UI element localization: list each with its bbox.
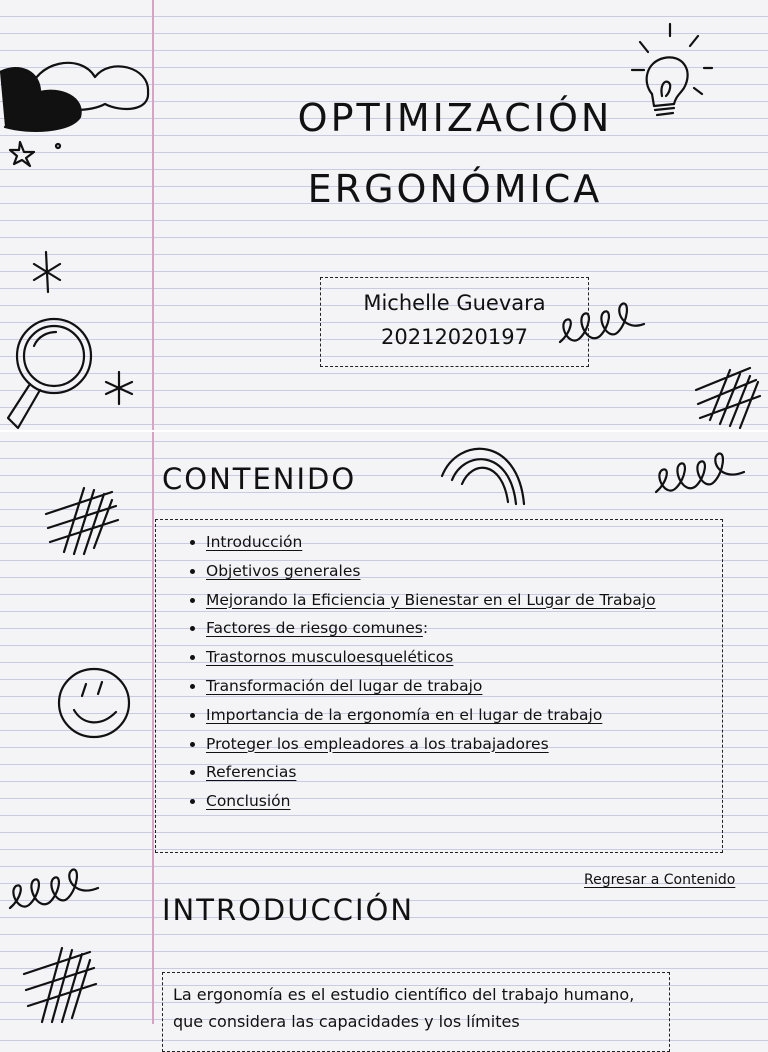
toc-item — [206, 614, 702, 643]
toc-item — [206, 643, 702, 672]
rainbow-icon — [438, 440, 530, 508]
author-id: 20212020197 — [381, 325, 528, 349]
toc-item — [206, 528, 702, 557]
author-box — [320, 277, 589, 367]
smiley-icon — [56, 666, 136, 742]
toc-item — [206, 730, 702, 759]
star-icon — [104, 370, 134, 406]
introduction-heading: INTRODUCCIÓN — [162, 893, 415, 927]
toc-link-transformacion[interactable]: Transformación del lugar de trabajo — [206, 676, 483, 695]
toc-item — [206, 586, 702, 615]
cloud-icon — [0, 52, 155, 142]
crosshatch-icon — [42, 478, 122, 558]
toc-link-introduccion[interactable]: Introducción — [206, 533, 303, 551]
squiggle-icon — [8, 858, 103, 918]
toc-item — [206, 672, 702, 701]
author-name: Michelle Guevara — [363, 291, 546, 315]
toc-link-factores[interactable]: Factores de riesgo comunes — [206, 619, 423, 638]
toc-item — [206, 758, 702, 787]
introduction-body: La ergonomía es el estudio científico del trabajo humano, que considera las capacidades y los límites — [162, 972, 670, 1052]
table-of-contents — [155, 519, 723, 853]
toc-link-trastornos[interactable]: Trastornos musculoesqueléticos — [206, 648, 454, 667]
crosshatch-icon — [20, 938, 100, 1024]
toc-link-importancia[interactable]: Importancia de la ergonomía en el lugar de trabajo — [206, 705, 603, 724]
toc-link-proteger[interactable]: Proteger los empleadores a los trabajadores — [206, 734, 549, 753]
notebook-margin-line — [152, 0, 154, 1024]
toc-link-objetivos[interactable]: Objetivos generales — [206, 561, 361, 580]
page-separator — [0, 430, 768, 432]
document-title-line-2: ERGONÓMICA — [307, 167, 603, 211]
back-to-contents-link[interactable]: Regresar a Contenido — [584, 872, 736, 888]
toc-item — [206, 557, 702, 586]
toc-link-conclusion[interactable]: Conclusión — [206, 792, 291, 811]
contents-heading: CONTENIDO — [162, 462, 357, 496]
crosshatch-icon — [690, 360, 765, 430]
crosshatch-icon — [32, 250, 62, 295]
magnifier-icon — [0, 318, 100, 430]
toc-link-mejorando[interactable]: Mejorando la Eficiencia y Bienestar en el Lugar de Trabajo — [206, 590, 656, 609]
toc-link-referencias[interactable]: Referencias — [206, 763, 297, 782]
squiggle-icon — [654, 442, 749, 504]
toc-item-suffix: : — [422, 619, 429, 638]
document-title-line-1: OPTIMIZACIÓN — [297, 96, 613, 140]
toc-item — [206, 701, 702, 730]
star-icon — [8, 138, 68, 168]
toc-item — [206, 787, 702, 816]
